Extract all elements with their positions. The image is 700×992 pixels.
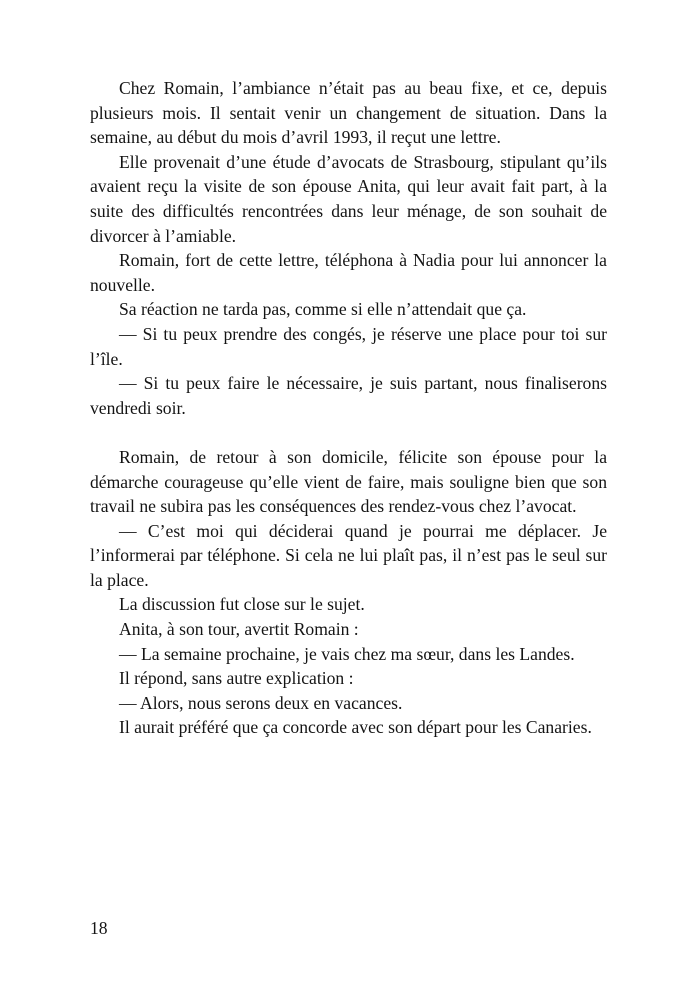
dialogue-line: — C’est moi qui déciderai quand je pourrai me déplacer. Je l’informerai par téléphone. Si cela ne lui plaît pas, il n’est pas le seul sur la place. xyxy=(90,520,607,590)
page-text xyxy=(90,76,607,740)
paragraph: Romain, fort de cette lettre, téléphona à Nadia pour lui annoncer la nouvelle. xyxy=(90,250,607,295)
paragraph: Anita, à son tour, avertit Romain : xyxy=(119,619,359,640)
paragraph: Il répond, sans autre explication : xyxy=(119,668,354,689)
dialogue-line: — Alors, nous serons deux en vacances. xyxy=(119,692,403,713)
section-break xyxy=(90,420,607,445)
paragraph: Sa réaction ne tarda pas, comme si elle n’attendait que ça. xyxy=(119,299,527,320)
paragraph: Chez Romain, l’ambiance n’était pas au beau fixe, et ce, depuis plusieurs mois. Il sentait venir un changement de situation. Dans la semaine, au début du mois d’avril 1993, il reçut une lettre. xyxy=(90,78,607,148)
page-number: 18 xyxy=(90,918,108,938)
paragraph: Il aurait préféré que ça concorde avec son départ pour les Canaries. xyxy=(119,717,592,738)
paragraph: Romain, de retour à son domicile, félicite son épouse pour la démarche courageuse qu’elle vient de faire, mais souligne bien que son travail ne subira pas les conséquences des rendez-vous chez l’avocat. xyxy=(90,446,607,517)
dialogue-line: — Si tu peux prendre des congés, je réserve une place pour toi sur l’île. xyxy=(90,323,607,369)
dialogue-line: — La semaine prochaine, je vais chez ma sœur, dans les Landes. xyxy=(119,643,575,664)
paragraph: Elle provenait d’une étude d’avocats de Strasbourg, stipulant qu’ils avaient reçu la visite de son épouse Anita, qui leur avait fait part, à la suite des difficultés rencontrées dans leur ménage, de son souhait de divorcer à l’amiable. xyxy=(90,151,607,246)
dialogue-line: — Si tu peux faire le nécessaire, je suis partant, nous finaliserons vendredi soir. xyxy=(90,373,607,418)
paragraph: La discussion fut close sur le sujet. xyxy=(119,594,365,615)
